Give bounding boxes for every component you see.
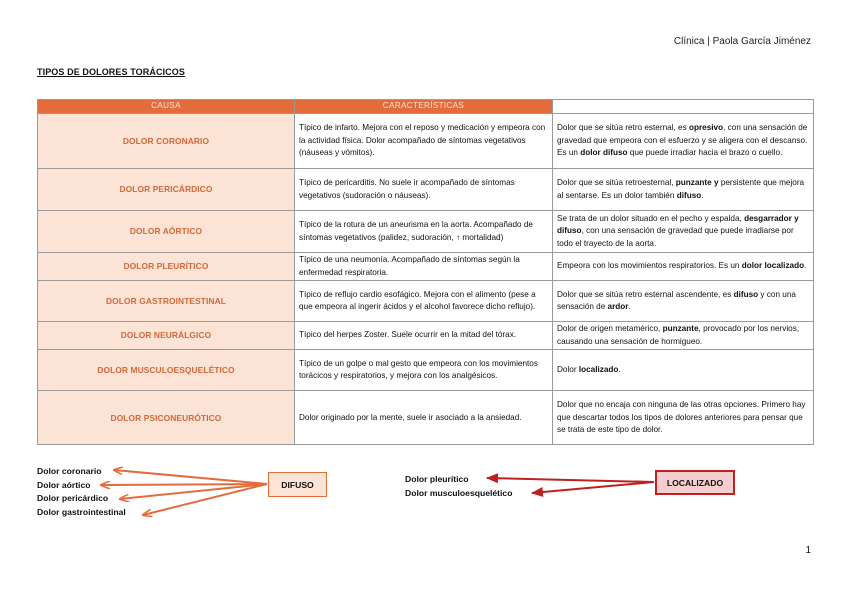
description-text: , con una sensación de gravedad que puede irradiarse por todo el trayecto de la aorta.: [557, 226, 794, 248]
legend-item-pericardico: Dolor pericárdico: [37, 493, 109, 503]
description-text: Dolor: [557, 365, 579, 375]
row-characteristics: Típico de reflujo cardio esofágico. Mejora con el alimento (pese a que empeora al ingerir ácidos y el alcohol favorece dicho reflujo).: [295, 281, 553, 322]
emphasis-text: dolor localizado: [741, 261, 805, 271]
table-row: [38, 211, 814, 253]
row-characteristics: Típico de un golpe o mal gesto que empeora con los movimientos torácicos y respiratorios, y mejora con los analgésicos.: [295, 350, 553, 391]
header-cause: CAUSA: [38, 100, 295, 114]
description-text: Dolor que se sitúa retro esternal, es: [557, 123, 689, 133]
table-row: [38, 391, 814, 445]
row-cause: DOLOR AÓRTICO: [38, 211, 295, 253]
row-cause: DOLOR PLEURÍTICO: [38, 253, 295, 281]
row-characteristics: Típico de una neumonía. Acompañado de síntomas según la enfermedad respiratoria.: [295, 253, 553, 281]
table-row: [38, 114, 814, 169]
page-number: 1: [805, 545, 811, 556]
description-text: que puede irradiar hacia el brazo o cuello.: [627, 148, 783, 158]
description-text: , provocado por los nervios, causando una sensación de hormigueo.: [557, 324, 800, 346]
table-row: [38, 169, 814, 211]
header-author: Clínica | Paola García Jiménez: [673, 36, 811, 47]
description-text: Se trata de un dolor situado en el pecho y espalda,: [557, 213, 745, 223]
emphasis-text: ardor: [607, 302, 629, 312]
emphasis-text: desgarrador y difuso: [557, 213, 799, 236]
row-description: [553, 281, 814, 322]
header-characteristics: CARACTERÍSTICAS: [295, 100, 553, 114]
arrow-difuso-gastrointestinal: [143, 484, 267, 515]
emphasis-text: difuso: [733, 289, 759, 299]
row-cause: DOLOR GASTROINTESTINAL: [38, 281, 295, 322]
row-description: [553, 350, 814, 391]
localizado-pain-list: [405, 473, 512, 500]
row-characteristics: Típico de infarto. Mejora con el reposo y medicación y empeora con la actividad física. Dolor acompañado de síntomas vegetativos (náuseas y vómitos).: [295, 114, 553, 169]
legend-item-coronario: Dolor coronario: [37, 466, 102, 476]
legend-item-aortico: Dolor aórtico: [37, 479, 91, 490]
description-text: .: [618, 365, 621, 375]
emphasis-text: punzante: [662, 324, 699, 334]
emphasis-text: punzante y: [675, 177, 719, 187]
legend-item-gastrointestinal: Dolor gastrointestinal: [37, 506, 126, 517]
row-description: [553, 253, 814, 281]
description-text: .: [804, 261, 807, 271]
row-description: [553, 169, 814, 211]
description-text: Dolor que se sitúa retroesternal,: [557, 177, 676, 187]
row-characteristics: Típico del herpes Zoster. Suele ocurrir en la mitad del tórax.: [295, 322, 553, 350]
description-text: Empeora con los movimientos respiratorios. Es un: [557, 261, 742, 271]
arrow-localizado-musculoesqueletico: [532, 482, 654, 493]
row-cause: DOLOR PSICONEURÓTICO: [38, 391, 295, 445]
table-row: [38, 322, 814, 350]
description-text: Dolor de origen metamérico,: [557, 324, 663, 334]
row-cause: DOLOR MUSCULOESQUELÉTICO: [38, 350, 295, 391]
row-cause: DOLOR PERICÁRDICO: [38, 169, 295, 211]
chest-pain-table: [37, 99, 814, 445]
legend-item-musculoesqueletico: Dolor musculoesquelético: [405, 487, 513, 498]
document-title: TIPOS DE DOLORES TORÁCICOS: [37, 67, 185, 77]
description-text: persistente que mejora al sentarse. Es un dolor también: [557, 177, 805, 200]
table-row: [38, 281, 814, 322]
header-description: [553, 100, 814, 114]
row-characteristics: Dolor originado por la mente, suele ir asociado a la ansiedad.: [295, 391, 553, 445]
table-row: [38, 253, 814, 281]
emphasis-text: dolor difuso: [580, 148, 628, 158]
difuso-label-box: DIFUSO: [268, 472, 327, 497]
row-characteristics: Típico de la rotura de un aneurisma en la aorta. Acompañado de síntomas vegetativos (palidez, sudoración, ↑ mortalidad): [295, 211, 553, 253]
difuso-pain-list: [37, 465, 126, 519]
arrow-difuso-coronario: [114, 470, 267, 484]
description-text: Dolor que no encaja con ninguna de las otras opciones. Primero hay que descartar todos los tipos de dolores anteriores para pensar que se trata de este tipo de dolor.: [557, 399, 806, 435]
row-characteristics: Típico de pericarditis. No suele ir acompañado de síntomas vegetativos (sudoración o náuseas).: [295, 169, 553, 211]
arrow-difuso-pericardico: [120, 484, 267, 499]
description-text: Dolor que se sitúa retro esternal ascendente, es: [557, 289, 734, 299]
row-cause: DOLOR CORONARIO: [38, 114, 295, 169]
emphasis-text: opresivo: [688, 123, 724, 133]
row-description: [553, 211, 814, 253]
emphasis-text: difuso: [676, 190, 702, 200]
row-description: [553, 114, 814, 169]
arrow-difuso-aortico: [101, 484, 267, 485]
row-description: [553, 391, 814, 445]
table-header-row: [38, 100, 814, 114]
legend-item-pleuritico: Dolor pleurítico: [405, 474, 469, 484]
table-row: [38, 350, 814, 391]
emphasis-text: localizado: [578, 365, 619, 375]
description-text: .: [701, 190, 704, 200]
description-text: , con una sensación de gravedad que empeora con el esfuerzo y se aligera con el descanso. Es un: [557, 123, 808, 158]
row-description: [553, 322, 814, 350]
localizado-label-box: LOCALIZADO: [655, 470, 735, 495]
description-text: y con una sensación de: [557, 289, 796, 312]
row-cause: DOLOR NEURÁLGICO: [38, 322, 295, 350]
description-text: .: [628, 302, 631, 312]
